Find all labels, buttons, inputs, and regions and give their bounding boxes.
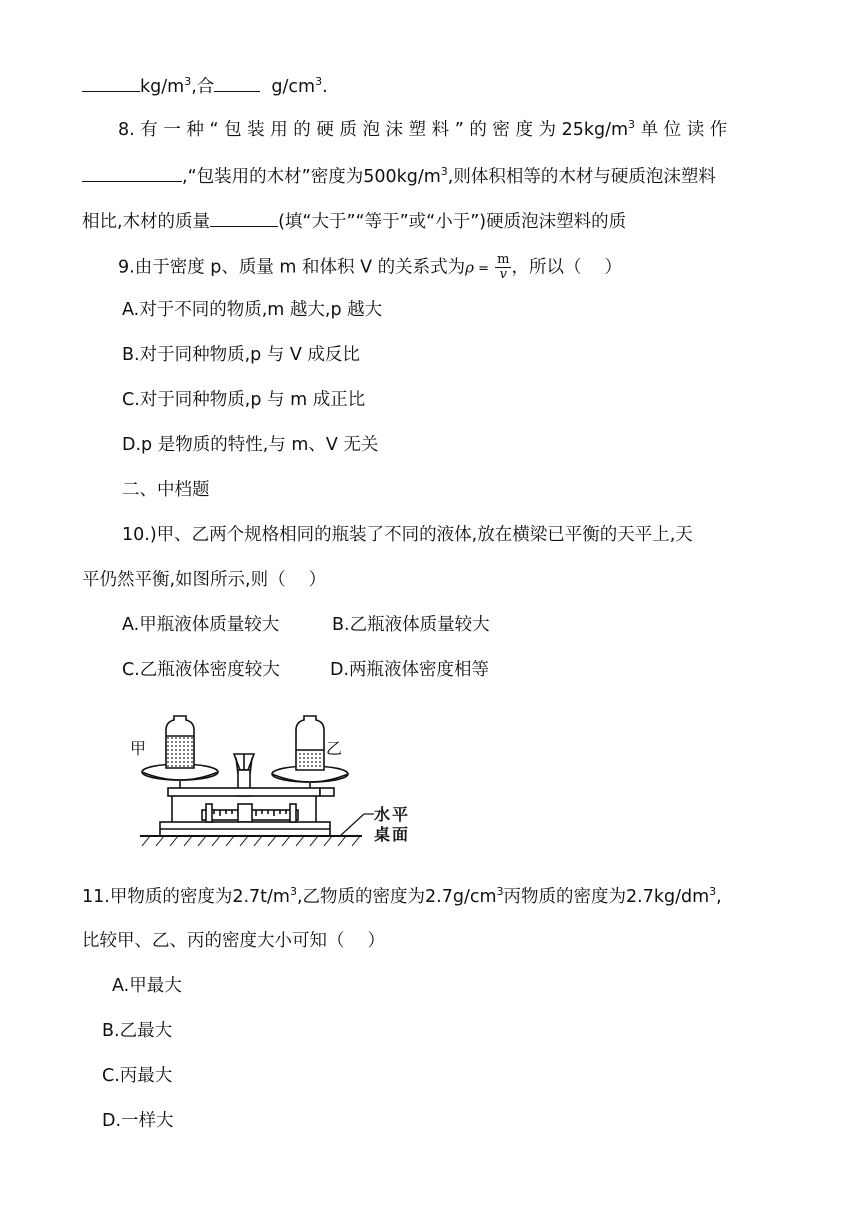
answer-blank[interactable] [210,208,278,227]
q8-stem: 8. 有 一 种 “ 包 装 用 的 硬 质 泡 沫 塑 料 ” 的 密 度 为 25kg/m [118,120,629,140]
period-text: . [322,77,328,97]
q9-option-b[interactable]: B.对于同种物质,p 与 V 成反比 [122,345,360,365]
q11-option-d[interactable]: D.一样大 [102,1111,174,1131]
unit-text: kg/m [140,77,185,97]
fraction-denominator: v [499,267,507,282]
q11-stem: ,乙物质的密度为2.7g/cm [296,887,497,907]
answer-blank[interactable] [82,73,140,92]
q10-option-c[interactable]: C.乙瓶液体密度较大 [122,660,280,680]
superscript: 3 [628,118,636,132]
superscript: 3 [184,75,192,89]
q9-stem-text: 9.由于密度 p、质量 m 和体积 V 的关系式为 [118,257,466,278]
surface-label-line-2: 桌面 [374,825,411,844]
answer-blank[interactable] [82,163,182,182]
q9-option-a[interactable]: A.对于不同的物质,m 越大,p 越大 [122,300,383,320]
superscript: 3 [709,885,717,899]
density-formula-fraction [495,253,511,282]
superscript: 3 [289,885,297,899]
q11-option-a[interactable]: A.甲最大 [112,976,182,996]
q8-stem: ,则体积相等的木材与硬质泡沫塑料 [447,167,716,187]
formula-equals: = [473,261,494,277]
q8-line-1 [118,118,778,142]
q10-option-d[interactable]: D.两瓶液体密度相等 [330,660,490,680]
q11-option-b[interactable]: B.乙最大 [102,1021,173,1041]
bottle-label-jia: 甲 [130,739,147,758]
superscript: 3 [496,885,504,899]
superscript: 3 [440,165,448,179]
q10-line-2: 平仍然平衡,如图所示,则（ ） [82,570,327,590]
unit-text: g/cm [271,77,316,97]
balance-scale-figure [130,712,420,860]
q8-line-2 [82,163,716,189]
q11-option-c[interactable]: C.丙最大 [102,1066,173,1086]
q7-answer-line [82,73,328,99]
q10-line-1: 10.)甲、乙两个规格相同的瓶装了不同的液体,放在横梁已平衡的天平上,天 [122,525,693,545]
formula-rho: ρ [465,258,474,277]
q11-stem: , [716,887,722,907]
superscript: 3 [315,75,323,89]
q8-stem: (填“大于”“等于”或“小于”)硬质泡沫塑料的质 [278,212,627,232]
section-heading: 二、中档题 [122,480,210,500]
q9-stem [118,253,622,282]
q11-stem: 丙物质的密度为2.7kg/dm [503,887,710,907]
fraction-numerator: m [497,252,510,267]
q10-option-a[interactable]: A.甲瓶液体质量较大 [122,615,280,635]
q11-line-1 [82,885,722,909]
q8-stem: 单 位 读 作 [635,120,728,140]
q9-stem-text: ，所以（ ） [511,257,623,278]
q8-line-3 [82,208,626,234]
q9-option-c[interactable]: C.对于同种物质,p 与 m 成正比 [122,390,366,410]
surface-label-line-1: 水平 [374,805,411,824]
q10-option-b[interactable]: B.乙瓶液体质量较大 [332,615,490,635]
q9-option-d[interactable]: D.p 是物质的特性,与 m、V 无关 [122,435,379,455]
answer-blank[interactable] [214,73,260,92]
connector-text: ,合 [191,77,215,97]
q11-line-2: 比较甲、乙、丙的密度大小可知（ ） [82,931,386,951]
q11-stem: 11.甲物质的密度为2.7t/m [82,887,290,907]
bottle-label-yi: 乙 [326,739,343,758]
q8-stem: ,“包装用的木材”密度为500kg/m [182,167,441,187]
q8-stem: 相比,木材的质量 [82,212,211,232]
